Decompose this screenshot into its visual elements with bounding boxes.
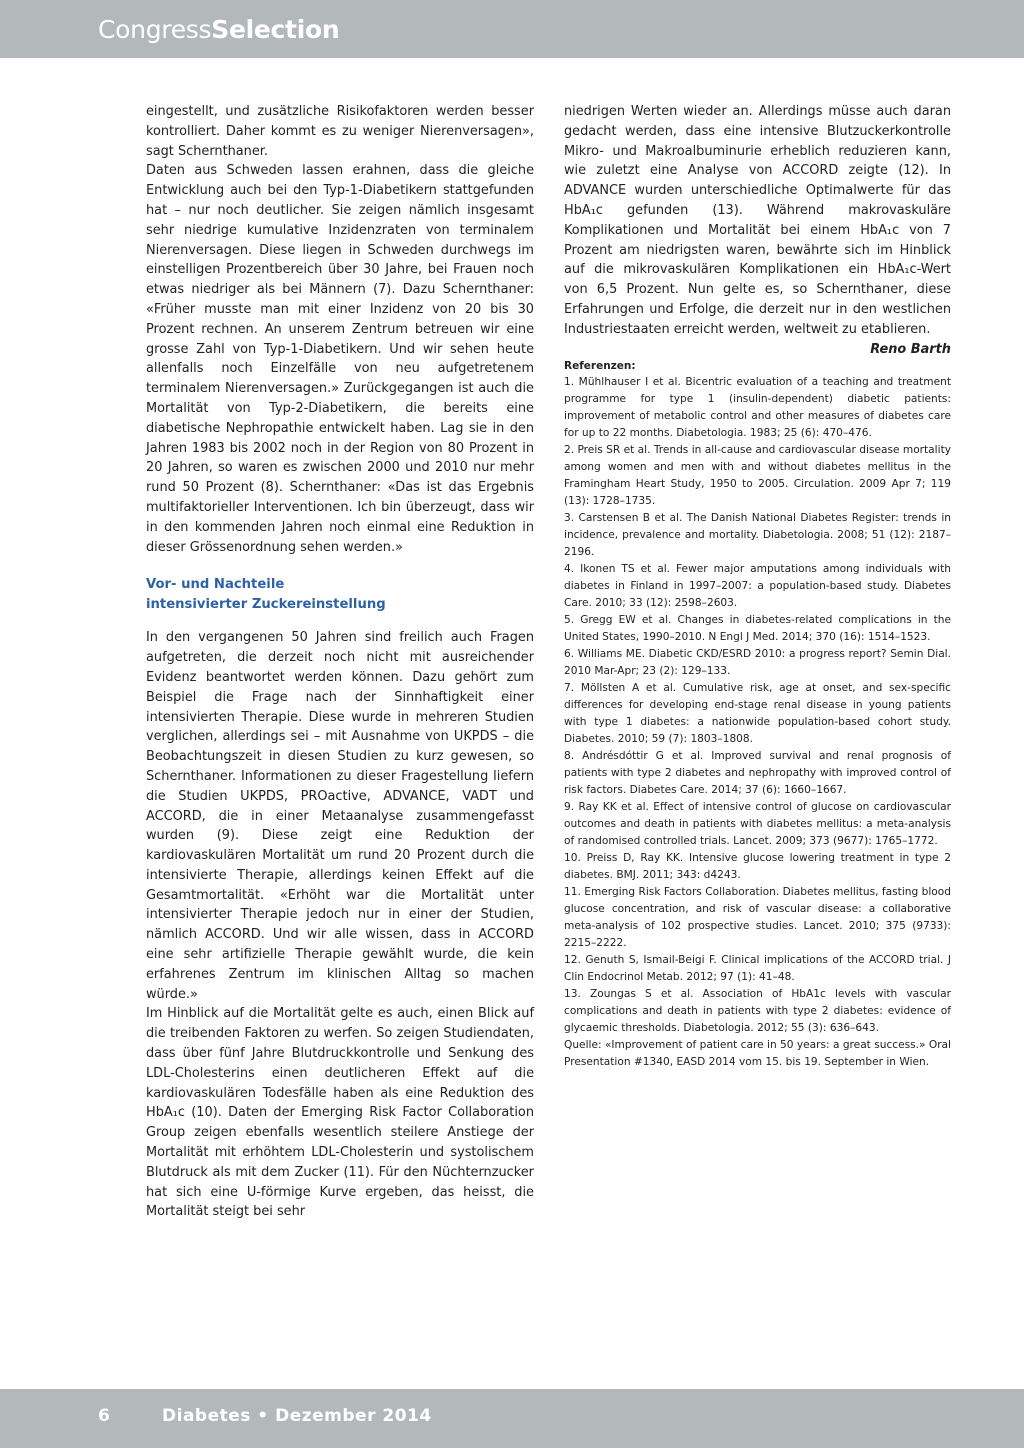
page-number: 6 — [98, 1406, 111, 1426]
reference-item: 6. Williams ME. Diabetic CKD/ESRD 2010: a progress report? Semin Dial. 2010 Mar-Apr; 23 (2): 129–133. — [564, 648, 951, 678]
reference-item: 9. Ray KK et al. Effect of intensive control of glucose on cardiovascular outcomes and death in patients with diabetes mellitus: a meta-analysis of randomised controlled trials. Lancet. 2009; 373 (9677): 1765–1772. — [564, 801, 951, 848]
author-name: Reno Barth — [870, 341, 951, 357]
section-heading-line: Vor- und Nachteile — [146, 577, 285, 593]
body-paragraph: In den vergangenen 50 Jahren sind freilich auch Fragen aufgetreten, die derzeit noch nicht mit ausreichender Evidenz beantwortet werden können. Dazu gehört zum Beispiel die Frage nach der Sinnhaftigkeit einer intensivierten Therapie. Diese wurde in mehreren Studien verglichen, allerdings sei – mit Ausnahme von UKPDS – die Beobachtungszeit in diesen Studien zu kurz gewesen, so Schernthaner. Informationen zu dieser Fragestellung liefern die Studien UKPDS, PROactive, ADVANCE, VADT und ACCORD, die in einer Metaanalyse zusammengefasst wurden (9). Diese zeigt eine Reduktion der kardiovaskulären Mortalität um rund 20 Prozent durch die intensivierte Therapie, allerdings keinen Effekt auf die Gesamtmortalität. «Erhöht war die Mortalität unter intensivierter Therapie jedoch nur in einer der Studien, nämlich ACCORD. Und wir alle wissen, dass in ACCORD eine sehr artifizielle Therapie gewählt wurde, die kein erfahrenes Zentrum im klinischen Alltag so machen würde.» — [146, 630, 534, 1002]
body-paragraph: Im Hinblick auf die Mortalität gelte es auch, einen Blick auf die treibenden Faktoren zu werfen. So zeigen Studiendaten, dass über fünf Jahre Blutdruckkontrolle und Senkung des LDL-Cholesterins einen deutlicheren Effekt auf die kardiovaskulären Todesfälle haben als eine Reduktion des HbA₁c (10). Daten der Emerging Risk Factor Collaboration Group zeigen ebenfalls wesentlich steilere Anstiege der Mortalität mit erhöhtem LDL-Cholesterin und systolischem Blutdruck als mit dem Zucker (11). Für den Nüchternzucker hat sich eine U-förmige Kurve ergeben, das heisst, die Mortalität steigt bei sehr — [146, 1006, 534, 1220]
section-heading — [146, 575, 534, 615]
reference-item: 12. Genuth S, Ismail-Beigi F. Clinical implications of the ACCORD trial. J Clin Endocrinol Metab. 2012; 97 (1): 41–48. — [564, 954, 951, 984]
reference-item: 7. Möllsten A et al. Cumulative risk, age at onset, and sex-specific differences for developing end-stage renal disease in young patients with type 1 diabetes: a nationwide population-based cohort study. Diabetes. 2010; 59 (7): 1803–1808. — [564, 682, 951, 746]
body-paragraph: eingestellt, und zusätzliche Risikofaktoren werden besser kontrolliert. Daher kommt es zu weniger Nierenversagen», sagt Schernthaner. — [146, 104, 534, 159]
references-list — [564, 374, 951, 1037]
logo-light-text: Congress — [98, 15, 212, 44]
reference-item: 10. Preiss D, Ray KK. Intensive glucose lowering treatment in type 2 diabetes. BMJ. 2011; 343: d4243. — [564, 852, 951, 882]
section-heading-line: intensivierter Zuckereinstellung — [146, 597, 386, 613]
body-paragraph: Daten aus Schweden lassen erahnen, dass die gleiche Entwicklung auch bei den Typ-1-Diabetikern stattgefunden hat – nur noch deutlicher. Sie zeigen nämlich insgesamt sehr niedrige kumulative Inzidenzraten von terminalem Nierenversagen. Diese liegen in Schweden durchwegs im einstelligen Prozentbereich über 30 Jahre, bei Frauen noch etwas niedriger als bei Männern (7). Dazu Schernthaner: «Früher musste man mit einer Inzidenz von 20 bis 30 Prozent rechnen. An unserem Zentrum betreuen wir eine grosse Zahl von Typ-1-Diabetikern. Und wir sehen heute allenfalls noch Einzelfälle von neu aufgetretenem terminalem Nierenversagen.» Zurückgegangen ist auch die Mortalität von Typ-2-Diabetikern, die bereits eine diabetische Nephropathie entwickelt haben. Lag sie in den Jahren 1983 bis 2002 noch in der Region von 80 Prozent in 20 Jahren, so waren es zwischen 2000 und 2010 nur mehr rund 50 Prozent (8). Schernthaner: «Das ist das Ergebnis multifaktorieller Interventionen. Ich bin überzeugt, dass wir in den kommenden Jahren noch einmal eine Reduktion in dieser Grössenordnung sehen werden.» — [146, 163, 534, 555]
reference-item: 11. Emerging Risk Factors Collaboration. Diabetes mellitus, fasting blood glucose concentration, and risk of vascular disease: a collaborative meta-analysis of 102 prospective studies. Lancet. 2010; 375 (9733): 2215–2222. — [564, 886, 951, 950]
reference-item: 1. Mühlhauser I et al. Bicentric evaluation of a teaching and treatment programme for type 1 (insulin-dependent) diabetic patients: improvement of metabolic control and other measures of diabetes care for up to 22 months. Diabetologia. 1983; 25 (6): 470–476. — [564, 376, 951, 440]
footer-bar — [0, 1389, 1024, 1448]
header-bar — [0, 0, 1024, 58]
journal-issue: Diabetes • Dezember 2014 — [162, 1406, 432, 1426]
reference-item: 5. Gregg EW et al. Changes in diabetes-related complications in the United States, 1990–2010. N Engl J Med. 2014; 370 (16): 1514–1523. — [564, 614, 951, 644]
references-heading: Referenzen: — [564, 360, 636, 373]
body-paragraph: niedrigen Werten wieder an. Allerdings müsse auch daran gedacht werden, dass eine intensive Blutzuckerkontrolle Mikro- und Makroalbuminurie erheblich reduzieren kann, wie zuletzt eine Analyse von ACCORD zeigte (12). In ADVANCE wurden unterschiedliche Optimalwerte für das HbA₁c gefunden (13). Während makrovaskuläre Komplikationen und Mortalität bei einem HbA₁c von 7 Prozent am niedrigsten waren, bewährte sich im Hinblick auf die mikrovaskulären Komplikationen ein HbA₁c-Wert von 6,5 Prozent. Nun gelte es, so Schernthaner, diese Erfahrungen und Erfolge, die derzeit nur in den westlichen Industriestaaten erreicht werden, weltweit zu etablieren. — [564, 104, 951, 337]
logo-bold-text: Selection — [211, 15, 340, 44]
right-column — [564, 102, 951, 1071]
left-column — [146, 102, 534, 1222]
reference-item: 13. Zoungas S et al. Association of HbA1c levels with vascular complications and death in patients with type 2 diabetes: evidence of glycaemic thresholds. Diabetologia. 2012; 55 (3): 636–643. — [564, 988, 951, 1035]
reference-item: 8. Andrésdóttir G et al. Improved survival and renal prognosis of patients with type 2 diabetes and nephropathy with improved control of risk factors. Diabetes Care. 2014; 37 (6): 1660–1667. — [564, 750, 951, 797]
reference-item: 4. Ikonen TS et al. Fewer major amputations among individuals with diabetes in Finland in 1997–2007: a population-based study. Diabetes Care. 2010; 33 (12): 2598–2603. — [564, 563, 951, 610]
source-note: Quelle: «Improvement of patient care in 50 years: a great success.» Oral Presentation #1340, EASD 2014 vom 15. bis 19. September in Wien. — [564, 1039, 951, 1069]
reference-item: 2. Preis SR et al. Trends in all-cause and cardiovascular disease mortality among women and men with and without diabetes mellitus in the Framingham Heart Study, 1950 to 2005. Circulation. 2009 Apr 7; 119 (13): 1728–1735. — [564, 444, 951, 508]
congress-selection-logo — [98, 17, 339, 42]
reference-item: 3. Carstensen B et al. The Danish National Diabetes Register: trends in incidence, prevalence and mortality. Diabetologia. 2008; 51 (12): 2187–2196. — [564, 512, 951, 559]
